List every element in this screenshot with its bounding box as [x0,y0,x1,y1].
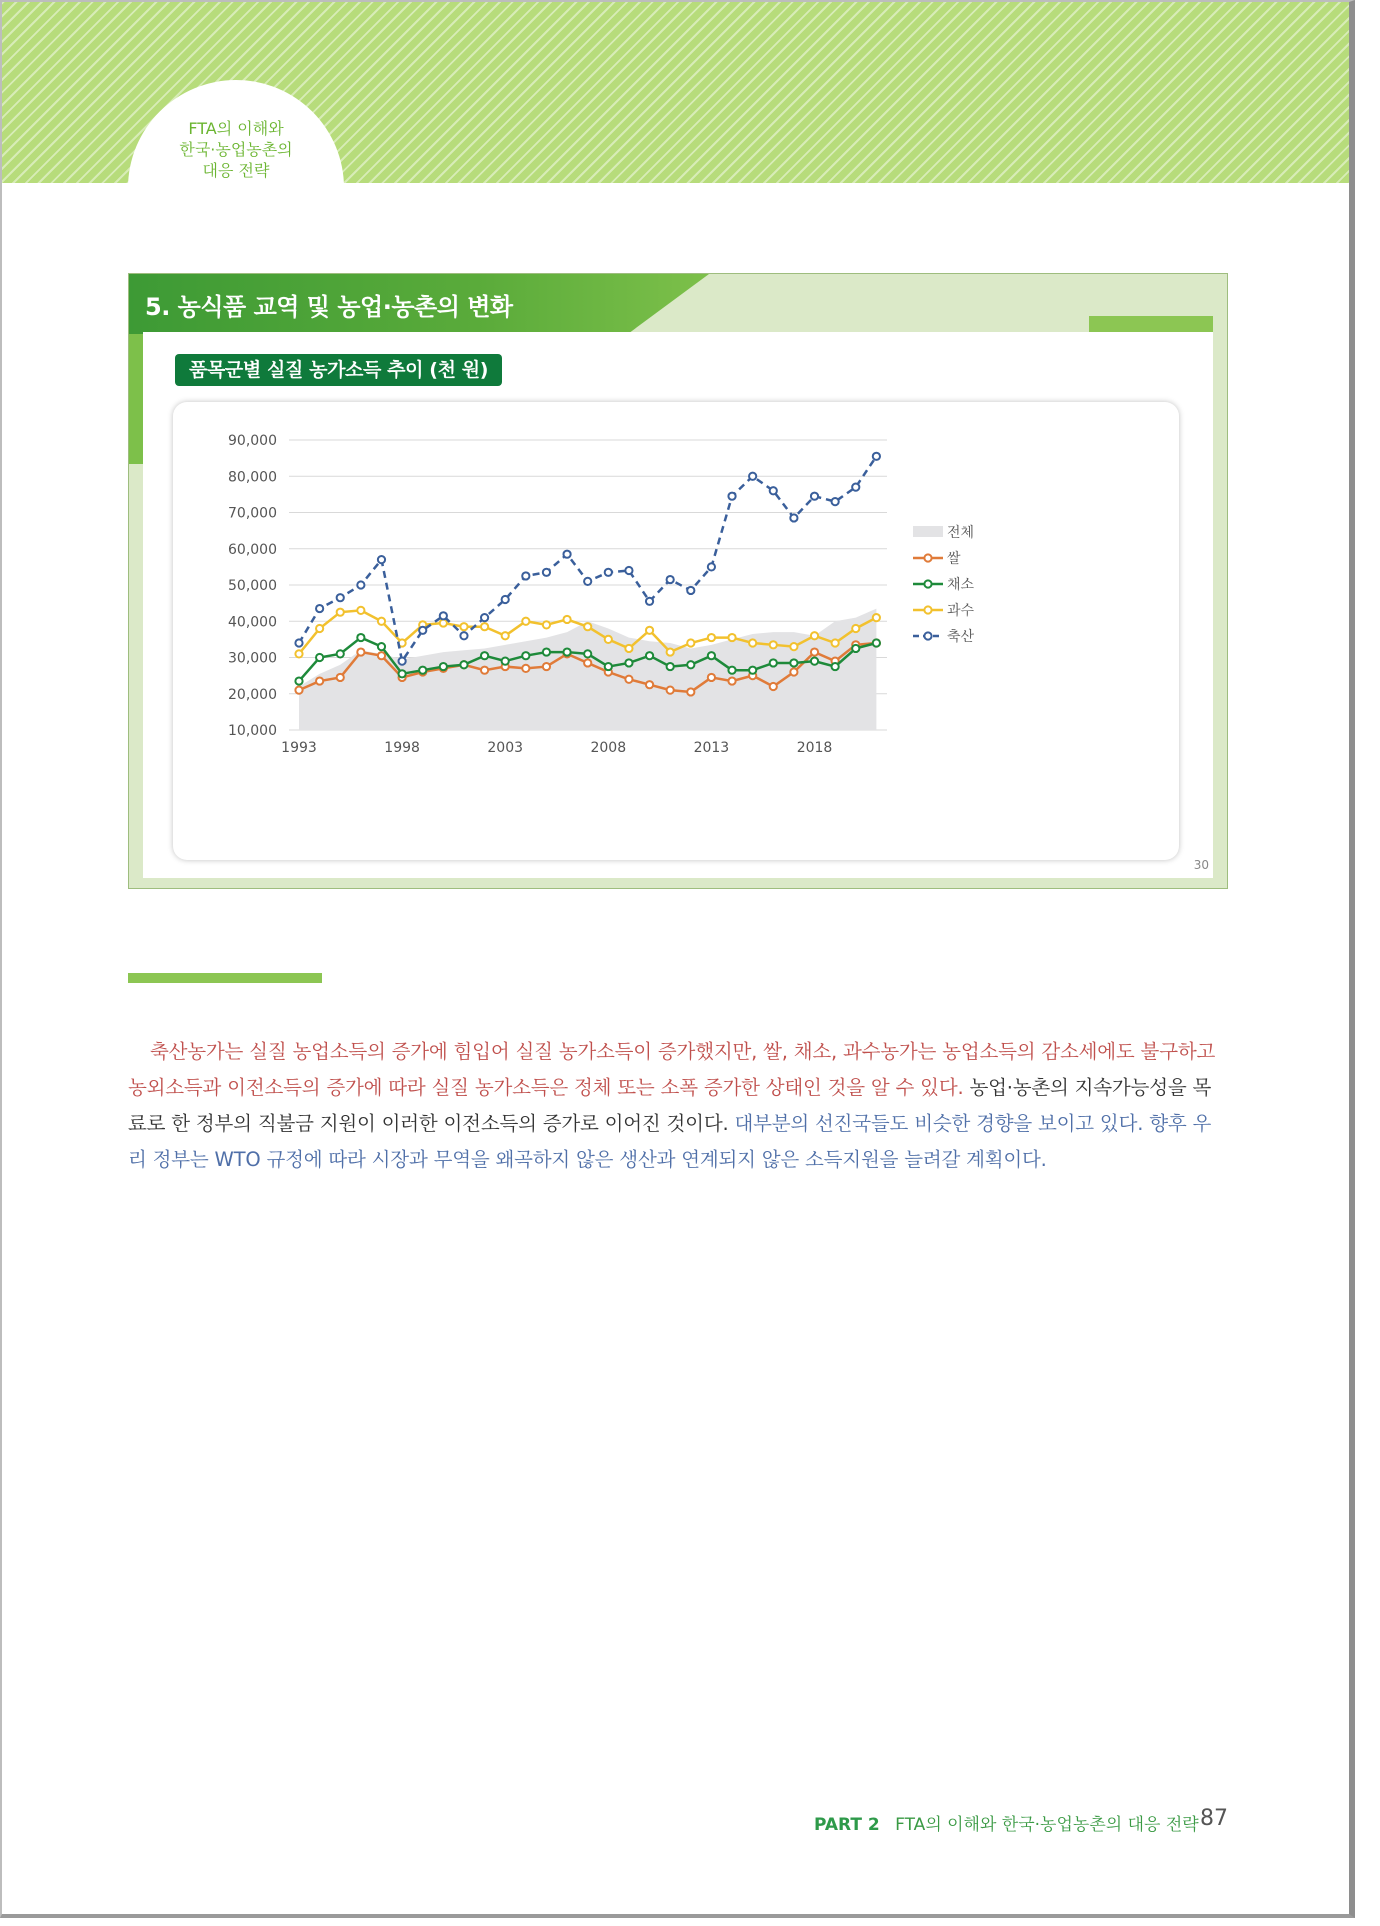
data-point [316,677,323,684]
data-point [337,609,344,616]
data-point [522,572,529,579]
data-point [646,627,653,634]
data-point [873,614,880,621]
data-point [832,498,839,505]
legend-label: 전체 [947,525,975,541]
data-point [563,616,570,623]
data-point [790,659,797,666]
y-tick-label: 50,000 [228,578,277,594]
slide-number: 30 [1193,858,1209,872]
data-point [646,652,653,659]
legend-marker [924,554,931,561]
y-tick-label: 40,000 [228,614,277,631]
data-point [378,556,385,563]
x-tick-label: 2008 [590,740,627,756]
data-point [543,569,550,576]
body-text-segment: 대부분의 선진국들도 비슷한 경향을 보이고 있다. 향후 우리 정부는 WTO 규정에 따라 시장과 무역을 왜곡하지 않은 생산과 연계되지 않은 소득지원을 늘려갈 계획이다. [128,1112,1212,1171]
data-point [316,654,323,661]
data-point [811,658,818,665]
data-point [295,687,302,694]
data-point [832,639,839,646]
data-point [770,641,777,648]
data-point [873,453,880,460]
data-point [667,648,674,655]
data-point [770,683,777,690]
data-point [440,663,447,670]
data-point [460,632,467,639]
data-point [605,636,612,643]
data-point [625,567,632,574]
data-point [708,674,715,681]
slide-figure [128,273,1228,889]
y-tick-label: 20,000 [228,686,277,703]
body-paragraph [128,1034,1228,1178]
legend-label: 쌀 [947,551,961,567]
data-point [584,578,591,585]
data-point [852,645,859,652]
slide-title: 5. 농식품 교역 및 농업·농촌의 변화 [145,293,513,321]
data-point [708,563,715,570]
data-point [419,627,426,634]
data-point [522,665,529,672]
data-point [790,668,797,675]
x-tick-label: 1993 [281,740,317,756]
data-point [399,670,406,677]
line-chart [173,402,1179,860]
data-point [502,596,509,603]
section-rule [128,973,322,983]
y-tick-label: 30,000 [228,650,277,667]
data-point [481,652,488,659]
chart-title-chip: 품목군별 실질 농가소득 추이 (천 원) [175,354,502,386]
data-point [522,618,529,625]
slide-left-stripe [129,334,143,464]
data-point [811,648,818,655]
data-point [419,667,426,674]
data-point [749,667,756,674]
data-point [852,625,859,632]
chapter-badge-line: 한국·농업농촌의 [179,140,293,159]
y-tick-label: 10,000 [228,723,277,739]
legend-swatch [913,526,943,537]
data-point [687,661,694,668]
data-point [357,634,364,641]
data-point [502,632,509,639]
data-point [687,639,694,646]
data-point [543,648,550,655]
legend-label: 축산 [947,629,975,645]
data-point [605,569,612,576]
x-tick-label: 2013 [693,740,730,756]
data-point [378,652,385,659]
data-point [481,623,488,630]
data-point [399,658,406,665]
data-point [337,650,344,657]
y-tick-label: 80,000 [228,469,277,486]
data-point [749,639,756,646]
data-point [460,661,467,668]
data-point [584,623,591,630]
data-point [790,514,797,521]
data-point [708,634,715,641]
data-point [584,659,591,666]
legend-marker [924,580,931,587]
data-point [337,674,344,681]
data-point [728,667,735,674]
data-point [770,659,777,666]
legend-marker [924,632,931,639]
data-point [295,677,302,684]
running-footer [814,1810,1199,1835]
data-point [440,619,447,626]
body-text-segment: 축산농가는 실질 농업소득의 증가에 힘입어 실질 농가소득이 증가했지만, 쌀, 채소, 과수농가는 농업소득의 감소세에도 불구하고 농외소득과 이전소득의 증가에 따라 실질 농가소득은 정체 또는 소폭 증가한 상태인 것을 알 수 있다. [128,1040,1216,1099]
data-point [832,663,839,670]
data-point [625,645,632,652]
page-number: 87 [1200,1806,1228,1831]
data-point [667,663,674,670]
data-point [749,473,756,480]
data-point [543,621,550,628]
data-point [728,634,735,641]
chapter-badge-line: 대응 전략 [202,161,270,180]
y-tick-label: 60,000 [228,541,277,558]
data-point [295,650,302,657]
x-tick-label: 2003 [487,740,524,756]
data-point [770,487,777,494]
footer-title: FTA의 이해와 한국·농업농촌의 대응 전략 [895,1815,1199,1835]
data-point [811,493,818,500]
data-point [460,623,467,630]
data-point [625,676,632,683]
data-point [563,551,570,558]
data-point [337,594,344,601]
y-tick-label: 70,000 [228,505,277,522]
x-tick-label: 2018 [796,740,833,756]
data-point [316,625,323,632]
legend-label: 과수 [947,603,975,619]
data-point [605,663,612,670]
legend-marker [924,606,931,613]
data-point [728,677,735,684]
data-point [625,659,632,666]
data-point [357,648,364,655]
data-point [481,614,488,621]
legend-label: 채소 [947,577,975,593]
chart-card [173,402,1179,860]
data-point [440,612,447,619]
data-point [378,643,385,650]
data-point [357,581,364,588]
data-point [502,658,509,665]
data-point [295,639,302,646]
data-point [584,650,591,657]
data-point [728,493,735,500]
x-tick-label: 1998 [384,740,420,756]
slide-accent-bar [1089,316,1213,332]
data-point [687,587,694,594]
data-point [522,652,529,659]
data-point [481,667,488,674]
chapter-badge-line: FTA의 이해와 [188,119,284,138]
footer-part: PART 2 [814,1815,880,1835]
data-point [316,605,323,612]
data-point [811,632,818,639]
data-point [790,643,797,650]
data-point [646,681,653,688]
data-point [687,688,694,695]
data-point [646,598,653,605]
body-text-segment: 농업·농촌의 지속가능성을 목료로 한 정부의 직불금 지원이 이러한 이전소득의 증가로 이어진 것이다. [128,1076,1212,1135]
chapter-badge-text [150,118,322,181]
data-point [852,484,859,491]
data-point [873,639,880,646]
data-point [357,607,364,614]
data-point [667,576,674,583]
y-tick-label: 90,000 [228,433,277,449]
data-point [667,687,674,694]
data-point [563,648,570,655]
data-point [708,652,715,659]
data-point [543,663,550,670]
data-point [378,618,385,625]
